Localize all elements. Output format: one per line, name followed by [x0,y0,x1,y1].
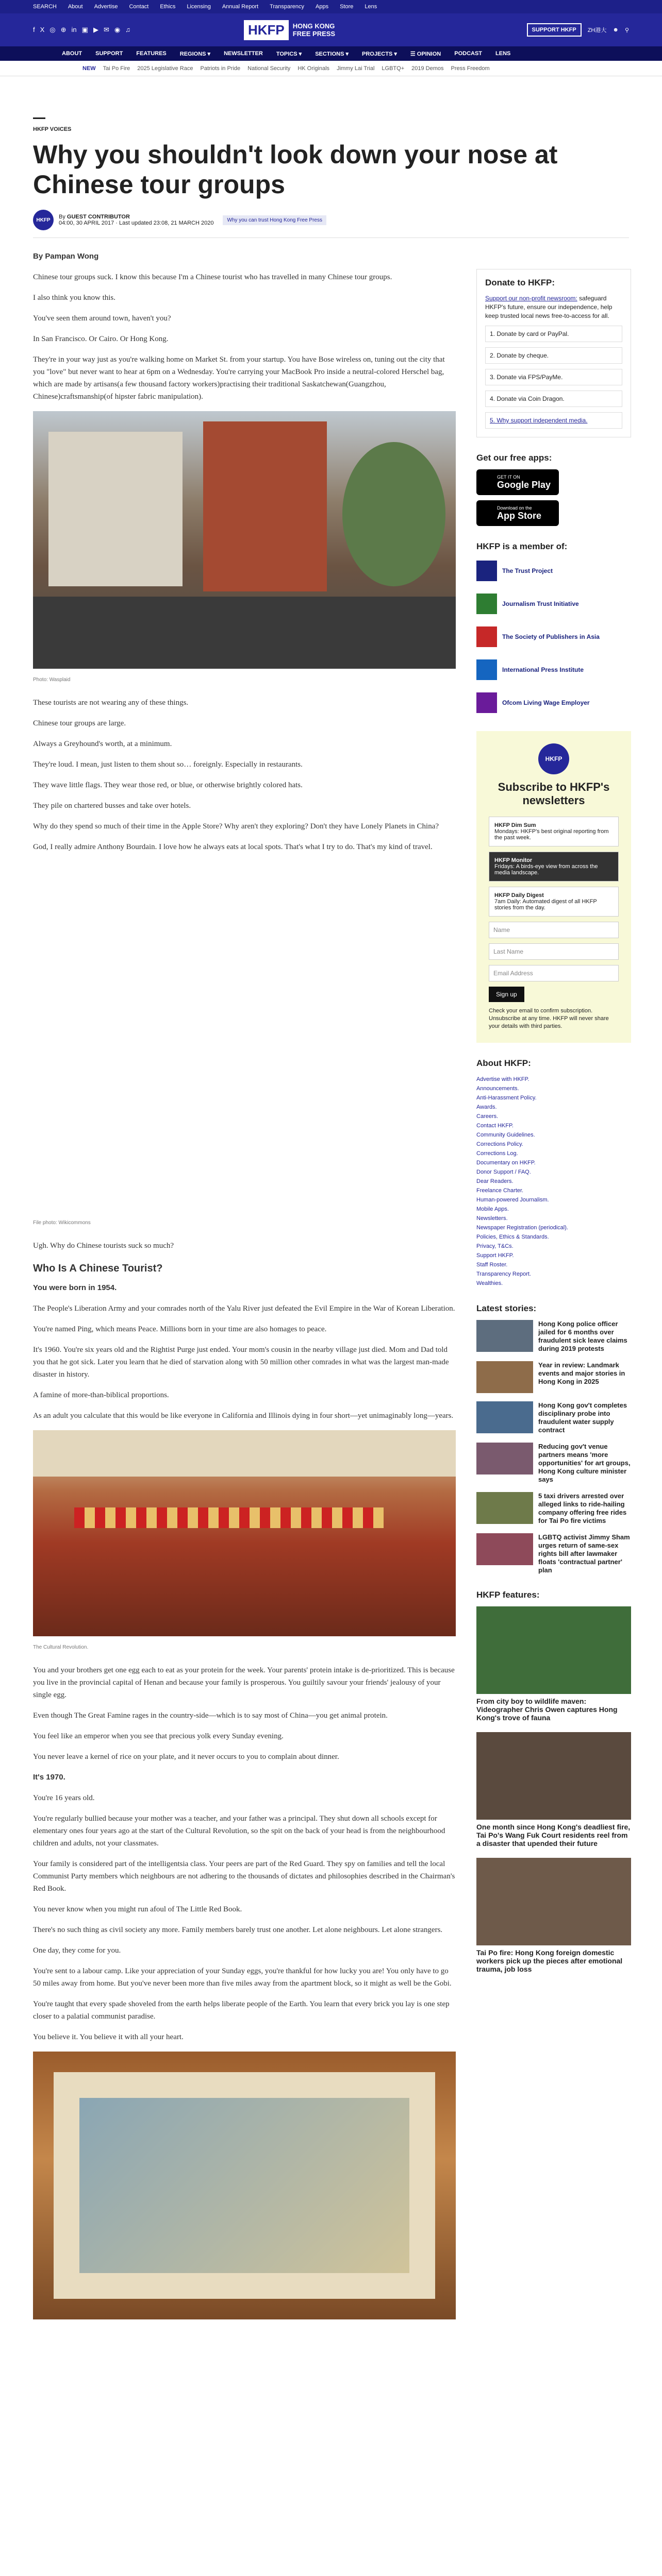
byline [33,210,629,238]
last-name-input[interactable]: Last Name [489,943,619,960]
about-link[interactable]: Community Guidelines. [476,1132,535,1138]
subheading: It's 1970. [33,1773,65,1782]
about-link[interactable]: Staff Roster. [476,1262,508,1268]
subheading: You were born in 1954. [33,1283,117,1292]
article-body [33,238,456,2325]
trending-bar [0,61,662,76]
apps-title: Get our free apps: [476,453,552,463]
paragraph: Your family is considered part of the intelligentsia class. Your peers are part of the Red Guard. They spy on families and tell the local Communist Party members which neighbours are not adhering to the thousands of dictates and philosophies described in the Chairman's Red Book. [33,1860,455,1893]
byline-text: By GUEST CONTRIBUTOR 04:00, 30 APRIL 2017 · Last updated 23:08, 21 MARCH 2020 [59,214,214,226]
logo-mark: HKFP [244,20,289,40]
latest-story[interactable] [476,1492,631,1525]
latest-box [476,1303,631,1574]
social-icon[interactable]: ⊕ [60,26,67,33]
about-link[interactable]: Wealthies. [476,1280,503,1286]
paragraph: You're taught that every spade shoveled from the earth helps liberate people of the Earth. You learn that every brick you lay is one step closer to a palatial communist paradise. [33,2000,450,2021]
top-utility-bar [0,0,662,13]
kicker-rule [33,117,45,119]
newsletter-title: Subscribe to HKFP's newsletters [498,781,610,807]
about-box [476,1058,631,1288]
social-icon[interactable]: in [71,26,77,33]
logo-wordmark: HONG KONG FREE PRESS [292,22,336,38]
donate-link[interactable]: Support our non-profit newsroom: [485,295,577,302]
newsletter-badge: HKFP [538,743,569,774]
story-headline[interactable]: Hong Kong gov't completes disciplinary probe into fraudulent water supply contract [538,1401,627,1434]
paragraph: There's no such thing as civil society any more. Family members barely trust one another. Let alone neighbours. Let alone strangers. [33,1926,443,1934]
about-link[interactable]: Corrections Log. [476,1150,518,1157]
member-name: The Society of Publishers in Asia [502,633,600,640]
member-logo[interactable] [476,558,631,584]
paragraph: In San Francisco. Or Cairo. Or Hong Kong. [33,335,169,343]
latest-story[interactable] [476,1361,631,1393]
trending-link[interactable]: Tai Po Fire [103,65,130,72]
newsletter-option-desc: Mondays: HKFP's best original reporting from the past week. [494,828,609,841]
latest-story[interactable] [476,1320,631,1353]
member-logo[interactable] [476,624,631,650]
article-title: Why you shouldn't look down your nose at Chinese tour groups [33,140,558,199]
trending-link[interactable]: HK Originals [297,65,330,72]
latest-story[interactable] [476,1401,631,1434]
about-link[interactable]: Corrections Policy. [476,1141,523,1147]
topbar-link[interactable]: Contact [129,4,149,10]
members-box [476,541,631,716]
member-name: Journalism Trust Initiative [502,600,579,607]
social-icon[interactable]: ◉ [114,26,121,33]
donate-card-option[interactable]: 1. Donate by card or PayPal. [485,326,622,342]
author-name[interactable]: GUEST CONTRIBUTOR [67,214,130,220]
donate-box: Donate to HKFP: Support our non-profit newsroom: safeguard HKFP's future, ensure our independence, help keep trusted local news free-to-access for all. 1. Donate by card or PayPal. 2. Donate by cheque. 3. Donate via FPS/PayMe. 4. Donate via Coin Dragon. 5. Why support independent media. [476,269,631,437]
story-headline[interactable]: 5 taxi drivers arrested over alleged links to ride-hailing company offering free rides for Tai Po fire victims [538,1492,627,1524]
topbar-link[interactable]: Transparency [270,4,304,10]
feature-card[interactable] [476,1606,631,1722]
social-icon[interactable]: ✉ [103,26,109,33]
paragraph: God, I really admire Anthony Bourdain. I love how he always eats at local spots. That's what I try to do. That's my kind of travel. [33,843,433,851]
donate-fps-option[interactable]: 3. Donate via FPS/PayMe. [485,369,622,385]
paragraph: Chinese tour groups are large. [33,719,126,727]
nav-item[interactable]: NEWSLETTER [224,50,263,57]
about-link[interactable]: Donor Support / FAQ. [476,1169,531,1175]
member-name: Ofcom Living Wage Employer [502,699,590,706]
newsletter-option[interactable] [489,817,619,846]
account-icon[interactable]: ☻ [613,27,619,33]
blank-photo [33,861,456,1212]
member-name: The Trust Project [502,567,553,574]
article-kicker[interactable]: HKFP VOICES [33,126,72,132]
social-icon[interactable]: ♫ [125,26,130,33]
paragraph: Chinese tour groups suck. I know this because I'm a Chinese tourist who has travelled in many Chinese tour groups. [33,273,392,281]
member-logo-icon [476,692,497,713]
about-link[interactable]: Freelance Charter. [476,1188,524,1194]
newsletter-option-name: HKFP Daily Digest [494,892,544,899]
signup-button[interactable]: Sign up [489,987,524,1002]
trending-link[interactable]: Jimmy Lai Trial [337,65,375,72]
paragraph: The People's Liberation Army and your comrades north of the Yalu River just defeated the Evil Empire in the War of Korean Liberation. [33,1304,455,1313]
site-logo[interactable] [244,20,335,40]
social-links [33,26,130,34]
paragraph: These tourists are not wearing any of these things. [33,699,189,707]
paragraph: They're in your way just as you're walking home on Market St. from your startup. You have Bose wireless on, tuning out the city that you "love" but never want to hear at 6pm on a Wednesday. You're carrying your MacBook Pro inside a neutral-colored Herschel bag, which are made by artisans(a few thousand factory workers)practising their traditional Saskatchewan(Guangzhou, Chinese)craftsmanship(of hipster fabric manipulation). [33,355,445,401]
first-name-input[interactable]: Name [489,922,619,938]
latest-story[interactable] [476,1443,631,1484]
story-thumbnail [476,1320,533,1352]
trending-link[interactable]: 2019 Demos [411,65,444,72]
photo-caption: The Cultural Revolution. [33,1645,89,1650]
paragraph: As an adult you calculate that this would be like everyone in California and Illinois dying in four short—yet unimaginably long—years. [33,1412,454,1420]
topbar-link[interactable]: Lens [365,4,377,10]
paragraph: One day, they come for you. [33,1946,121,1955]
topbar-link[interactable]: Licensing [187,4,211,10]
app-store-button[interactable]: Download on the App Store [476,500,559,526]
nav-item[interactable]: SUPPORT [95,50,123,57]
member-logo[interactable] [476,591,631,617]
paragraph: They wave little flags. They wear those red, or blue, or otherwise brightly colored hats. [33,781,303,789]
email-input[interactable]: Email Address [489,965,619,981]
topbar-link[interactable]: About [68,4,83,10]
section-heading: Who Is A Chinese Tourist? [33,1263,163,1274]
article-byline-name: By Pampan Wong [33,252,99,261]
author-avatar: HKFP [33,210,54,230]
feature-headline[interactable]: From city boy to wildlife maven: Videographer Chris Owen captures Hong Kong's trove of fauna [476,1697,618,1722]
trending-link[interactable]: Patriots in Pride [200,65,241,72]
about-link[interactable]: Human-powered Journalism. [476,1197,549,1203]
member-logo[interactable] [476,690,631,716]
nav-item[interactable]: ☰ OPINION [410,50,441,57]
newsletter-option-name: HKFP Dim Sum [494,822,536,828]
topbar-link[interactable]: Annual Report [222,4,259,10]
about-link[interactable]: Newsletters. [476,1215,508,1222]
topbar-link[interactable]: Ethics [160,4,176,10]
story-thumbnail [476,1401,533,1433]
google-play-button[interactable]: GET IT ON Google Play [476,469,559,495]
about-link[interactable]: Careers. [476,1113,499,1120]
donate-coin-option[interactable]: 4. Donate via Coin Dragon. [485,391,622,407]
about-link[interactable]: Advertise with HKFP. [476,1076,529,1082]
about-link[interactable]: Mobile Apps. [476,1206,509,1212]
paragraph: You're sent to a labour camp. Like your appreciation of your Sunday eggs, you're thankful for how lucky you are! You only have to go 50 miles away from home. But you've never been more than five miles away from the apartment block, so it might as well be the Gobi. [33,1967,452,1988]
photo-caption: File photo: Wikicommons [33,1220,91,1226]
apps-box [476,453,631,526]
features-box [476,1590,631,1973]
newsletter-note: Check your email to confirm subscription. Unsubscribe at any time. HKFP will never share your details with third parties. [489,1008,609,1029]
about-link[interactable]: Anti-Harassment Policy. [476,1095,537,1101]
paragraph: You believe it. You believe it with all your heart. [33,2033,184,2041]
paragraph: Ugh. Why do Chinese tourists suck so much? [33,1242,174,1250]
article-header [0,76,662,238]
newsletter-box [476,731,631,1043]
member-name: International Press Institute [502,666,584,673]
paragraph: They're loud. I mean, just listen to them shout so… foreignly. Especially in restaurants. [33,760,303,769]
masthead-actions [527,23,630,37]
member-logo-icon [476,594,497,614]
nav-item[interactable]: PODCAST [454,50,483,57]
social-icon[interactable]: ◎ [49,26,56,33]
topbar-link[interactable]: Apps [316,4,329,10]
paragraph: Always a Greyhound's worth, at a minimum. [33,740,172,748]
social-icon[interactable]: X [40,26,45,33]
social-icon[interactable]: f [33,26,35,33]
member-logo[interactable] [476,657,631,683]
about-link[interactable]: Awards. [476,1104,497,1110]
newsletter-option[interactable] [489,887,619,917]
support-hkfp-button[interactable]: SUPPORT HKFP [527,23,582,37]
page-body [0,238,662,2325]
about-link[interactable]: Contact HKFP. [476,1123,514,1129]
cultural-revolution-photo [33,1430,456,1636]
about-link[interactable]: Newspaper Registration (periodical). [476,1225,568,1231]
feature-headline[interactable]: One month since Hong Kong's deadliest fire, Tai Po's Wang Fuk Court residents reel from a disaster that upended their future [476,1823,631,1848]
newsletter-option-desc: 7am Daily: Automated digest of all HKFP stories from the day. [494,899,597,911]
member-logo-icon [476,561,497,581]
nav-item[interactable]: PROJECTS ▾ [362,50,397,57]
nav-item[interactable]: ABOUT [62,50,82,57]
nav-item[interactable]: SECTIONS ▾ [315,50,349,57]
paragraph: You're regularly bullied because your mother was a teacher, and your father was a principal. They shut down all schools except for elementary ones four years ago at the start of the Cultural Revolution, so the spit on the back of your head is from the neighbourhood children and adults, not your classmates. [33,1815,445,1848]
story-thumbnail [476,1361,533,1393]
paragraph: It's 1960. You're six years old and the Rightist Purge just ended. Your mom's cousin in the nearby village just died. Mom and Dad told you that he got sick. Later you learn that he died of starvation along with 50 million other comrades in what was the largest man-made disaster in history. [33,1346,449,1379]
trending-link[interactable]: LGBTQ+ [382,65,405,72]
story-headline[interactable]: Hong Kong police officer jailed for 6 months over fraudulent sick leave claims during 2019 protests [538,1320,627,1352]
about-list [476,1075,631,1288]
search-icon[interactable]: ⚲ [624,27,629,33]
nav-item[interactable]: FEATURES [136,50,167,57]
about-link[interactable]: Documentary on HKFP. [476,1160,536,1166]
trending-link[interactable]: 2025 Legislative Race [137,65,193,72]
sidebar [476,238,631,2325]
member-logo-icon [476,626,497,647]
publish-dates: 04:00, 30 APRIL 2017 · Last updated 23:08, 21 MARCH 2020 [59,220,214,226]
features-title: HKFP features: [476,1590,540,1600]
newsletter-option[interactable] [489,852,619,882]
trending-link[interactable]: National Security [247,65,291,72]
donate-title: Donate to HKFP: [485,278,555,287]
photo-caption: Photo: Wasplaid [33,677,71,683]
topbar-link[interactable]: Store [340,4,354,10]
paragraph: They pile on chartered busses and take over hotels. [33,802,191,810]
trending-label: NEW [82,65,96,72]
paragraph: You're 16 years old. [33,1794,95,1802]
latest-title: Latest stories: [476,1303,537,1313]
nav-item[interactable]: TOPICS ▾ [276,50,302,57]
story-headline[interactable]: Year in review: Landmark events and major stories in Hong Kong in 2025 [538,1361,625,1385]
newsletter-option-name: HKFP Monitor [494,857,533,863]
why-support-link[interactable]: 5. Why support independent media. [485,412,622,429]
story-headline[interactable]: Reducing gov't venue partners means 'more opportunities' for art groups, Hong Kong culture minister says [538,1443,631,1483]
social-icon[interactable]: ▶ [93,26,98,33]
story-thumbnail [476,1443,533,1475]
paragraph: Why do they spend so much of their time in the Apple Store? Why aren't they exploring? Don't they have Lonely Planets in China? [33,822,439,831]
nav-item[interactable]: LENS [495,50,511,57]
trending-link[interactable]: Press Freedom [451,65,490,72]
social-icon[interactable]: ▣ [81,26,88,33]
donate-cheque-option[interactable]: 2. Donate by cheque. [485,347,622,364]
feature-card[interactable] [476,1858,631,1973]
paragraph: You're named Ping, which means Peace. Millions born in your time are also homages to peace. [33,1325,327,1333]
language-switch[interactable]: ZH港大 [587,27,607,33]
story-thumbnail [476,1533,533,1565]
about-link[interactable]: Dear Readers. [476,1178,514,1184]
latest-story[interactable] [476,1533,631,1574]
about-link[interactable]: Transparency Report. [476,1271,531,1277]
paragraph: A famine of more-than-biblical proportions. [33,1391,169,1399]
paragraph: I also think you know this. [33,294,115,302]
story-thumbnail [476,1492,533,1524]
members-title: HKFP is a member of: [476,541,568,551]
paragraph: You feel like an emperor when you see that precious yolk every Sunday evening. [33,1732,284,1740]
feature-headline[interactable]: Tai Po fire: Hong Kong foreign domestic workers pick up the pieces after emotional trauma, job loss [476,1948,623,1973]
trust-link[interactable]: Why you can trust Hong Kong Free Press [223,215,326,225]
paragraph: You never leave a kernel of rice on your plate, and it never occurs to you to complain about dinner. [33,1753,339,1761]
member-logo-icon [476,659,497,680]
paragraph: You've seen them around town, haven't you? [33,314,171,323]
street-tour-photo [33,411,456,669]
main-nav [0,46,662,61]
paragraph: Even though The Great Famine rages in the country-side—which is to say most of China—you get animal protein. [33,1711,388,1720]
about-link[interactable]: Privacy, T&Cs. [476,1243,514,1249]
topbar-link[interactable]: Advertise [94,4,118,10]
topbar-link[interactable]: SEARCH [33,4,57,10]
feature-card[interactable] [476,1732,631,1848]
propaganda-poster-photo [33,2052,456,2319]
nav-item[interactable]: REGIONS ▾ [179,50,211,57]
about-link[interactable]: Announcements. [476,1086,519,1092]
paragraph: You never know when you might run afoul of The Little Red Book. [33,1905,242,1913]
paragraph: You and your brothers get one egg each to eat as your protein for the week. Your parents' protein intake is de-prioritized. This is because you live in the provincial capital of Henan and because your family is prosperous. You guiltily savour your friends' jealousy of your single egg. [33,1666,455,1699]
about-link[interactable]: Support HKFP. [476,1252,514,1259]
feature-image [476,1858,631,1945]
masthead [0,13,662,46]
story-headline[interactable]: LGBTQ activist Jimmy Sham urges return of same-sex rights bill after lawmaker floats 'contractual partner' plan [538,1533,630,1574]
about-title: About HKFP: [476,1058,531,1068]
feature-image [476,1732,631,1820]
feature-image [476,1606,631,1694]
about-link[interactable]: Policies, Ethics & Standards. [476,1234,549,1240]
newsletter-option-desc: Fridays: A birds-eye view from across the media landscape. [494,863,598,876]
